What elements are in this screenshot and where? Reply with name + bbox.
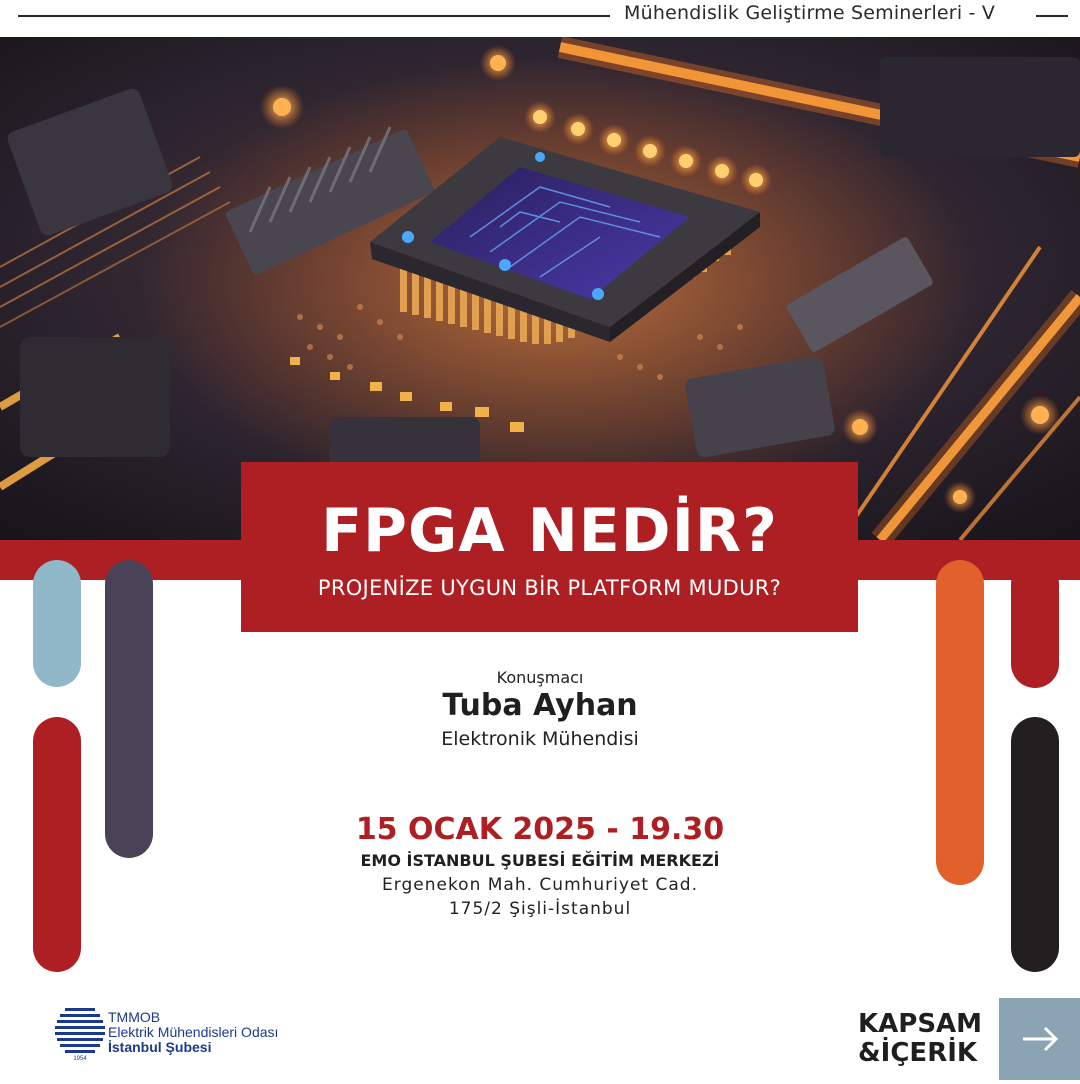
globe-logo-icon [55,1005,105,1060]
speaker-label: Konuşmacı [496,668,584,687]
decor-pill-lightblue [33,560,81,687]
next-label-line1: KAPSAM [858,1009,983,1039]
event-venue: EMO İSTANBUL ŞUBESİ EĞİTİM MERKEZİ [360,851,720,870]
decor-pill-purple [105,560,153,858]
event-date-time: 15 OCAK 2025 - 19.30 [355,812,725,847]
logo-line1: TMMOB [108,1009,161,1025]
event-address-line2: 175/2 Şişli-İstanbul [448,899,632,919]
header-line-right [1036,15,1068,17]
speaker-title: Elektronik Mühendisi [441,728,639,750]
title-box [241,462,858,632]
next-label-line2: &İÇERİK [858,1038,978,1068]
decor-pill-red-right [1011,560,1059,688]
header-line-left [18,15,610,17]
event-subtitle: PROJENİZE UYGUN BİR PLATFORM MUDUR? [317,576,782,600]
next-label [858,1010,988,1068]
logo-year: 1954 [73,1056,87,1060]
decor-pill-red-left [33,717,81,972]
logo-line3: İstanbul Şubesi [108,1039,212,1055]
series-title: Mühendislik Geliştirme Seminerleri - V [624,2,996,24]
event-address-line1: Ergenekon Mah. Cumhuriyet Cad. [382,875,698,895]
speaker-name: Tuba Ayhan [442,688,638,723]
decor-pill-black [1011,717,1059,972]
decor-pill-orange [936,560,984,885]
next-button[interactable] [999,998,1080,1080]
event-title: FPGA NEDİR? [321,496,778,566]
arrow-right-icon [999,998,1080,1080]
logo-line2: Elektrik Mühendisleri Odası [108,1024,279,1040]
